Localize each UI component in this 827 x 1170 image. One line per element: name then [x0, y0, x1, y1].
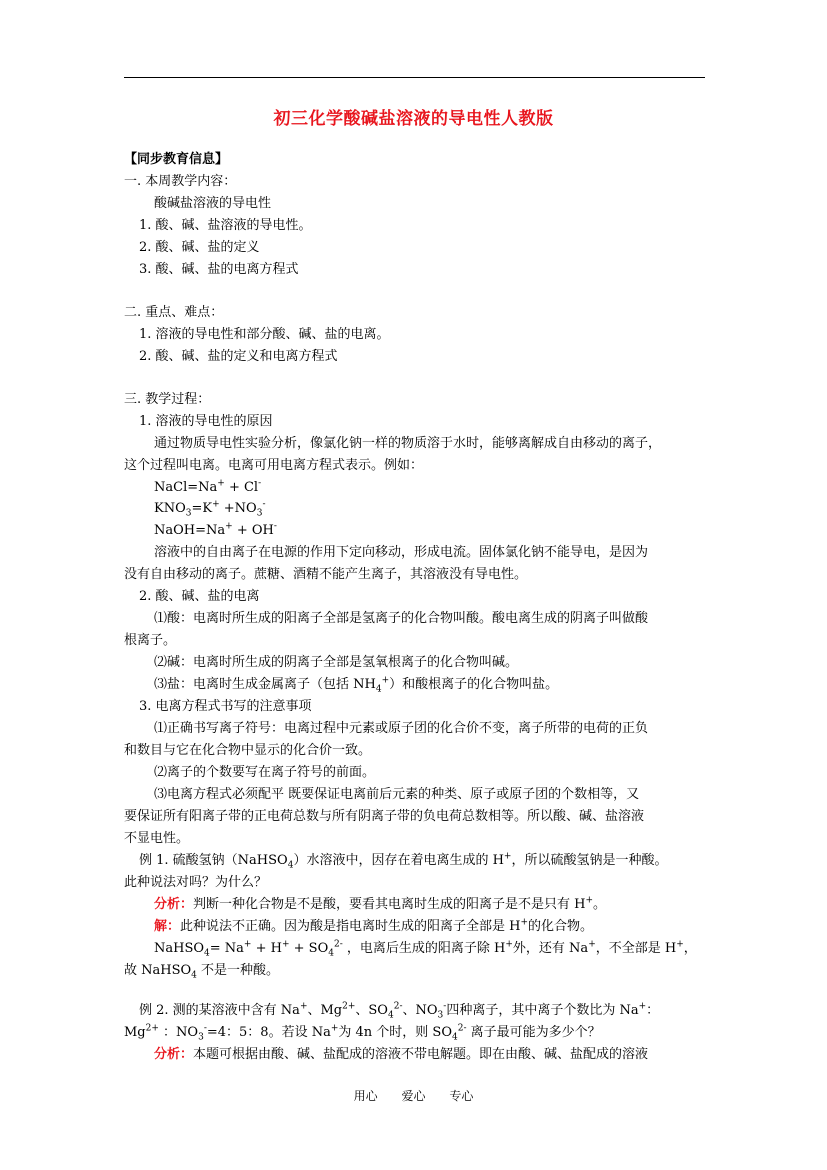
- paragraph-line: 不显电性。: [124, 831, 190, 846]
- paragraph-line: ⑵碱：电离时所生成的阴离子全部是氢氧根离子的化合物叫碱。: [154, 655, 519, 670]
- example-line: 例 2. 测的某溶液中含有 Na+、$Mg^{2+}$、$SO_4^{2-}$、$NO_3^-$四种离子，其中离子个数比为 Na+：: [139, 1001, 660, 1021]
- example-line: 例 1. 硫酸氢钠（NaHSO$_4$）水溶液中，因存在着电离生成的 H+，所以硫酸氢钠是一种酸。: [139, 851, 668, 871]
- page-title: 初三化学酸碱盐溶液的导电性人教版: [273, 109, 554, 129]
- equation: NaCl=Na+ + Cl-: [154, 478, 262, 495]
- paragraph-line: ⑴酸：电离时所生成的阳离子全部是氢离子的化合物叫酸。酸电离生成的阴离子叫做酸: [154, 611, 649, 626]
- paragraph-line: 溶液中的自由离子在电源的作用下定向移动，形成电流。固体氯化钠不能导电，是因为: [154, 545, 649, 560]
- sec1-item: 2. 酸、碱、盐的定义: [139, 240, 260, 255]
- answer-label: 解：: [154, 919, 181, 934]
- equation: NaOH=Na+ + OH-: [154, 521, 277, 538]
- paragraph-line: ⑶盐：电离时生成金属离子（包括 $NH_4^+$）和酸根离子的化合物叫盐。: [154, 675, 559, 695]
- analysis-label: 分析：: [154, 1047, 194, 1062]
- paragraph-line: 通过物质导电性实验分析，像氯化钠一样的物质溶于水时，能够离解成自由移动的离子，: [154, 436, 662, 451]
- section-tag: 【同步教育信息】: [124, 152, 229, 167]
- sub-heading: 2. 酸、碱、盐的电离: [139, 589, 260, 604]
- paragraph-line: 没有自由移动的离子。蔗糖、酒精不能产生离子，其溶液没有导电性。: [124, 567, 528, 582]
- paragraph-line: 这个过程叫电离。电离可用电离方程式表示。例如：: [124, 458, 424, 473]
- sec1-heading: 一. 本周教学内容：: [124, 174, 237, 189]
- paragraph-line: 故 NaHSO$_4$ 不是一种酸。: [124, 963, 280, 981]
- example-line: $Mg^{2+}$ ：$NO_3^-=4$：5：8。若设 Na+为 4n 个时，则 $SO_4^{2-}$ 离子最可能为多少个？: [124, 1023, 601, 1043]
- paragraph-line: 和数目与它在化合物中显示的化合价一致。: [124, 743, 372, 758]
- sec1-subtitle: 酸碱盐溶液的导电性: [154, 196, 272, 211]
- footer-text: 用心: [353, 1089, 378, 1103]
- example-line: 此种说法对吗？为什么？: [124, 875, 268, 890]
- analysis-label: 分析：: [154, 897, 194, 912]
- footer-text: 爱心: [401, 1089, 426, 1103]
- paragraph-line: ⑶电离方程式必须配平 既要保证电离前后元素的种类、原子或原子团的个数相等，又: [154, 787, 640, 802]
- sec3-heading: 三. 教学过程：: [124, 392, 211, 407]
- analysis-line: 分析：本题可根据由酸、碱、盐配成的溶液不带电解题。即在由酸、碱、盐配成的溶液: [154, 1047, 649, 1062]
- footer-text: 专心: [449, 1089, 474, 1103]
- sec2-item: 2. 酸、碱、盐的定义和电离方程式: [139, 349, 338, 364]
- sec1-item: 1. 酸、碱、盐溶液的导电性。: [139, 218, 312, 233]
- page-footer: [0, 1087, 827, 1104]
- equation: $KNO_3=K^+ +NO_3^-$: [154, 499, 266, 519]
- header-rule: [124, 77, 705, 78]
- sec2-heading: 二. 重点、难点：: [124, 305, 224, 320]
- sec1-item: 3. 酸、碱、盐的电离方程式: [139, 262, 299, 277]
- analysis-line: 分析：判断一种化合物是不是酸，要看其电离时生成的阳离子是不是只有 H+。: [154, 895, 607, 912]
- paragraph-line: ⑵离子的个数要写在离子符号的前面。: [154, 765, 376, 780]
- paragraph-line: 根离子。: [124, 633, 177, 648]
- sub-heading: 3. 电离方程式书写的注意事项: [139, 699, 312, 714]
- answer-line: 解：此种说法不正确。因为酸是指电离时生成的阳离子全部是 H+的化合物。: [154, 917, 594, 934]
- sec2-item: 1. 溶液的导电性和部分酸、碱、盐的电离。: [139, 327, 390, 342]
- paragraph-line: 要保证所有阳离子带的正电荷总数与所有阴离子带的负电荷总数相等。所以酸、碱、盐溶液: [124, 809, 645, 824]
- paragraph-line: ⑴正确书写离子符号：电离过程中元素或原子团的化合价不变，离子所带的电荷的正负: [154, 721, 649, 736]
- equation-line: NaHSO$_4$= $Na^+ + H^+ + SO_4^{2-}$ ，电离后生成的阳离子除 H+外，还有 Na+，不全部是 H+，: [154, 939, 697, 959]
- sub-heading: 1. 溶液的导电性的原因: [139, 414, 273, 429]
